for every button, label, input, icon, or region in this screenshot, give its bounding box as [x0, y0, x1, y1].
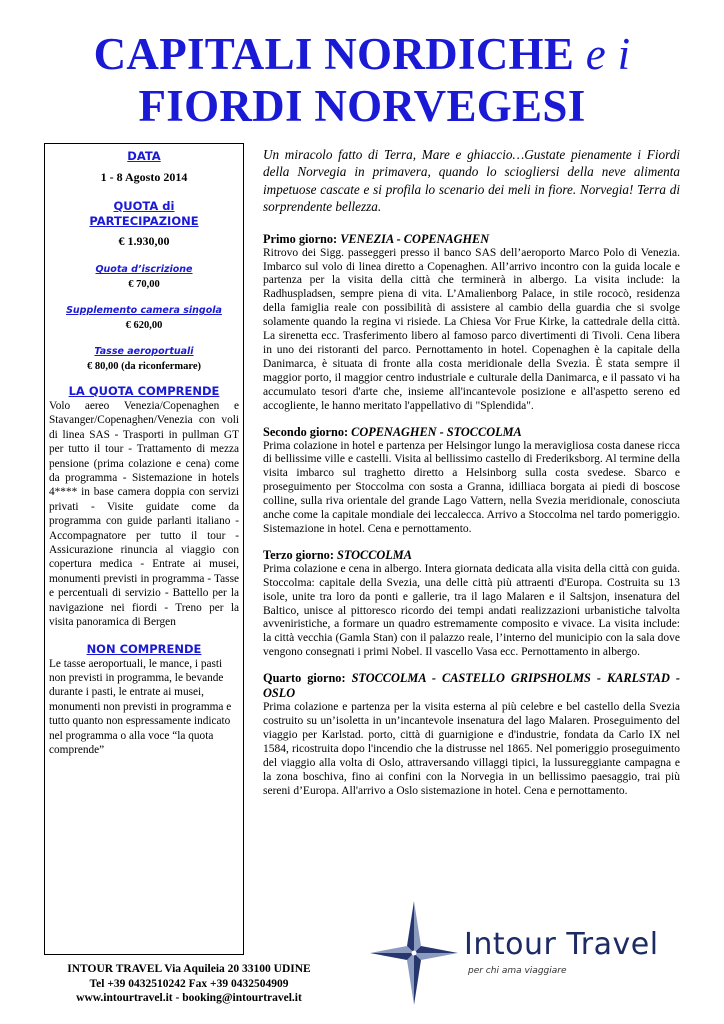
page-title	[0, 28, 724, 132]
tasse-value: € 80,00 (da riconfermare)	[86, 361, 202, 372]
comprende-text: Volo aereo Venezia/Copenaghen e Stavanger/Copenaghen/Venezia con voli di linea SAS - Trasporti in pullman GT per tutto il tour - Trattamento di mezza pensione (prima colazione e cena) come da programma - Sistemazione in hotels 4**** in base camera doppia con servizi privati - Visite guidate come da programma con guide parlanti italiano - Accompagnatore per tutto il tour - Assicurazione rinuncia al viaggio con copertura medica - Entrate ai musei, monumenti previsti in programma - Tasse e percentuali di servizio - Battello per la navigazione nei fiordi - Treno per la visita panoramica di Bergen	[49, 400, 239, 629]
date-section	[47, 149, 241, 185]
itinerary-column	[263, 146, 680, 799]
day-text: Ritrovo dei Sigg. passeggeri presso il banco SAS dell’aeroporto Marco Polo di Venezia. Imbarco sul volo di linea diretto a Copenaghen. All’arrivo incontro con la guida locale e partenza per la visita della città che terminerà in albergo. La visita include: la Radhuspladsen, sempre piena di vita. L’Amalienborg Palace, in stile rococò, residenza della famiglia reale con possibilità di assistere al cambio della guardia che si svolge solamente quando la regina vi risiede. La Chiesa Vor Frue Kirke, la cattedrale della città. La sirenetta ecc. Trasferimento libero al famoso parco divertimenti di Tivoli. Cena libera in uno dei ristoranti del parco. Pernottamento in hotel. Copenaghen è la capitale della Danimarca, è situata di fronte alla costa meridionale della Svezia. È stata sempre il maggior porto, il maggior centro industriale e culturale della Danimarca, e il passato vi ha accumulato tesori d'arte che, insieme all'incantevole posizione e all'aspetto sereno ed accogliente, le hanno meritato l'appellativo di "Splendida".	[263, 246, 680, 412]
compass-star-icon	[368, 898, 464, 1008]
brand-name: Intour Travel	[464, 927, 659, 962]
intro-paragraph	[263, 146, 680, 216]
day-section	[263, 425, 680, 537]
title-italic: e i	[585, 29, 631, 79]
footer-web: www.intourtravel.it - booking@intourtravel.it	[76, 992, 302, 1004]
date-label: DATA	[127, 149, 161, 163]
non-comprende-label: NON COMPRENDE	[86, 641, 202, 656]
day-section	[263, 671, 680, 798]
supplemento-section	[47, 304, 241, 333]
supplemento-value: € 620,00	[125, 320, 163, 331]
supplemento-label: Supplemento camera singola	[66, 305, 222, 316]
iscrizione-value: € 70,00	[128, 279, 160, 290]
day-label: Quarto giorno:	[263, 671, 352, 686]
quota-section	[47, 199, 241, 249]
day-heading	[263, 671, 680, 701]
day-section	[263, 232, 680, 414]
day-section	[263, 548, 680, 660]
day-route: STOCCOLMA - CASTELLO GRIPSHOLMS - KARLSTAD - OSLO	[263, 671, 681, 701]
day-route: VENEZIA - COPENAGHEN	[340, 231, 490, 246]
tasse-label: Tasse aeroportuali	[94, 346, 194, 357]
day-route: COPENAGHEN - STOCCOLMA	[351, 424, 522, 439]
info-sidebar	[44, 143, 244, 955]
intro-text-a: Un miracolo fatto di Terra, Mare e ghiaccio…Gustate pienamente i Fiordi della Norvegia in primavera, quando lo sciogliersi della neve alimenta impetuose cascate e si profila lo scenario dei meli in fiore. Norvegia	[263, 147, 680, 197]
intro-text-b: ! Terra di sorprendente bellezza.	[263, 181, 681, 215]
footer-contacts	[44, 962, 334, 1006]
intour-travel-logo	[368, 898, 668, 1008]
footer-address: INTOUR TRAVEL Via Aquileia 20 33100 UDINE	[67, 963, 311, 975]
day-label: Terzo giorno:	[263, 547, 337, 562]
tasse-section	[47, 345, 241, 374]
day-text: Prima colazione e cena in albergo. Intera giornata dedicata alla visita della città con guida. Stoccolma: capitale della Svezia, una delle città più attraenti d'Europa. Costruita su 13 isole, unite tra loro da ponti e gallerie, tra il lago Malaren e il Saltsjon, insenatura del Baltico, unisce al pittoresco ricordo dei tempi andati realizzazioni urbanistiche talvolta avveniristiche, a formare un quadro estremamente composito e vivace. La visita include: la città vecchia (Gamla Stan) con il palazzo reale, l’interno del municipio con la sala dove vengono consegnati i primi Nobel. Il vascello Vasa ecc. Pernottamento in albergo.	[263, 562, 680, 659]
day-heading	[263, 548, 680, 563]
date-value: 1 - 8 Agosto 2014	[100, 170, 188, 184]
day-route: STOCCOLMA	[337, 547, 412, 562]
footer-phone: Tel +39 0432510242 Fax +39 0432504909	[89, 977, 289, 990]
day-text: Prima colazione in hotel e partenza per Helsingor lungo la meravigliosa costa danese ricca di bellissime ville e castelli. Visita al bellissimo castello di Frederiksborg. Al termine della visita imbarco sul traghetto diretto a Helsinborg sulla costa svedese. Sbarco e proseguimento per Stoccolma con sosta a Granna, idilliaca borgata ai piedi di boscose colline, sulla riva orientale del grande Lago Vattern, nella Svezia meridionale, conosciuta anche come la capitale mondiale dei leccalecca. Arrivo a Stoccolma nel tardo pomeriggio. Sistemazione in hotel. Cena e pernottamento.	[263, 439, 680, 535]
brand-tagline: per chi ama viaggiare	[468, 966, 567, 976]
iscrizione-label: Quota d’iscrizione	[95, 264, 193, 275]
title-main: CAPITALI NORDICHE	[93, 29, 575, 79]
non-comprende-text: Le tasse aeroportuali, le mance, i pasti non previsti in programma, le bevande durante i pasti, le entrate ai musei, monumenti non previsti in programma e tutto quanto non espressamente indicato nel programma o alla voce “la quota comprende”	[49, 657, 232, 756]
quota-label: QUOTA di PARTECIPAZIONE	[89, 199, 199, 228]
day-label: Secondo giorno:	[263, 424, 352, 439]
non-comprende-section	[47, 642, 241, 758]
title-line-1	[0, 28, 724, 80]
day-text: Prima colazione e partenza per la visita esterna al più celebre e bel castello della Svezia costruito su un’isoletta in un’incantevole insenatura del lago Malaren. Proseguimento del viaggio per Karlstad. porto, città di guarnigione e d'industrie, fondata da Carlo IX nel 1584, ricostruita dopo l'incendio che la distrusse nel 1865. Nel pomeriggio proseguimento del viaggio alla volta di Oslo, attraversando villaggi tipici, la lussureggiante campagna e la zona boschiva, fino ai confini con la Norvegia in un bellissimo paesaggio, trai più sereni d’Europa. All'arrivo a Oslo sistemazione in hotel. Cena e pernottamento.	[263, 701, 680, 797]
comprende-section	[47, 384, 241, 630]
title-line-2: FIORDI NORVEGESI	[138, 81, 586, 131]
day-heading	[263, 425, 680, 440]
quota-value: € 1.930,00	[118, 234, 170, 248]
day-heading	[263, 232, 680, 247]
day-label: Primo giorno:	[263, 231, 341, 246]
comprende-label: LA QUOTA COMPRENDE	[68, 384, 220, 398]
iscrizione-section	[47, 263, 241, 292]
